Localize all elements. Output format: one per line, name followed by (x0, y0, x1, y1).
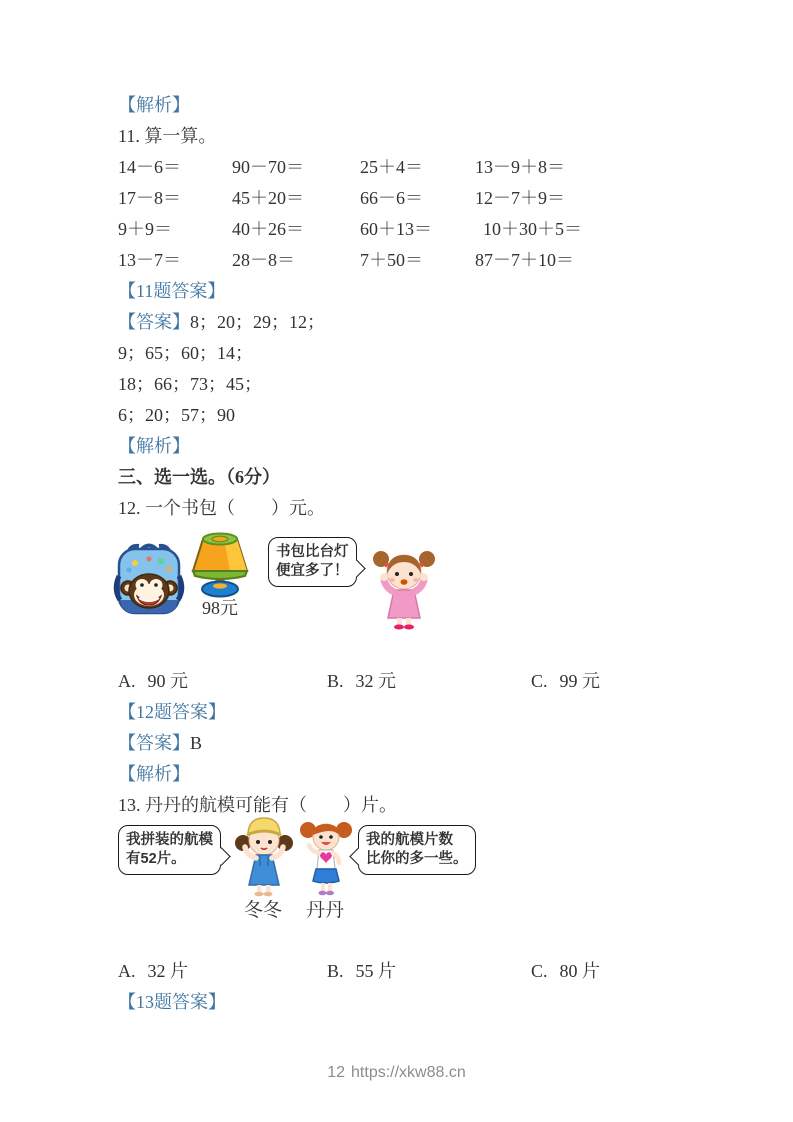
bubble-tail (212, 848, 230, 866)
q12-option-c (531, 670, 690, 692)
q11-answer-line-3: 18；66；73；45； (118, 374, 262, 394)
footer-url: https://xkw88.cn (351, 1064, 466, 1081)
q11-answer-line-2: 9；65；60；14； (118, 343, 253, 363)
girl-pink-dress-illustration (368, 544, 440, 630)
q12-answer-header: 【12题答案】 (118, 702, 226, 722)
q12-speech-bubble (268, 537, 357, 587)
q13-option-c (531, 960, 690, 982)
analysis-marker: 【解析】 (118, 95, 190, 115)
option-letter: A. (118, 671, 136, 691)
equation: 13－9＋8＝ (475, 157, 565, 177)
equation: 66－6＝ (360, 188, 423, 208)
equation: 60＋13＝ (360, 219, 432, 239)
equation: 10＋30＋5＝ (483, 219, 582, 239)
desk-lamp-illustration (188, 530, 252, 598)
equation: 25＋4＝ (360, 157, 423, 177)
kid-name-dandan: 丹丹 (305, 900, 344, 921)
equation: 7＋50＝ (360, 250, 423, 270)
q11-answer-line-1 (118, 311, 690, 333)
option-letter: B. (327, 671, 344, 691)
equation: 40＋26＝ (232, 219, 304, 239)
equation: 28－8＝ (232, 250, 295, 270)
girl-yellow-hat-illustration (233, 813, 295, 897)
option-text: 32 元 (355, 671, 397, 691)
footer-page-number: 12 (327, 1064, 346, 1081)
bubble-tail (347, 560, 365, 578)
girl-orange-pigtails-illustration (299, 817, 353, 897)
q13-option-b (327, 960, 531, 982)
equation: 14－6＝ (118, 157, 181, 177)
equation: 17－8＝ (118, 188, 181, 208)
lamp-price-label: 98元 (202, 598, 238, 618)
q13-answer-header: 【13题答案】 (118, 992, 226, 1012)
q13-right-bubble-line-1: 我的航模片数 (366, 832, 453, 848)
option-text: 80 片 (559, 961, 601, 981)
analysis-marker: 【解析】 (118, 436, 190, 456)
q13-left-bubble-line-1: 我拼装的航模 (126, 832, 213, 848)
option-text: 90 元 (147, 671, 188, 691)
q12-bubble-line-2: 便宜多了！ (276, 563, 349, 580)
kid-name-dongdong: 冬冬 (243, 900, 282, 921)
q12-option-b (327, 670, 531, 692)
q13-right-speech-bubble (358, 825, 476, 875)
option-letter: C. (531, 671, 548, 691)
equation: 87－7＋10＝ (475, 250, 574, 270)
equation: 45＋20＝ (232, 188, 304, 208)
q13-options (118, 960, 690, 982)
q11-answers-1: 8；20；29；12； (190, 312, 325, 332)
q12-answer-line (118, 732, 690, 754)
q11-answer-header: 【11题答案】 (118, 281, 226, 301)
option-text: 99 元 (559, 671, 601, 691)
equation: 13－7＝ (118, 250, 181, 270)
section-3-title: 三、选一选。（6分） (118, 467, 280, 487)
question-13-title: 13. 丹丹的航模可能有（ ）片。 (118, 795, 397, 815)
equation: 9＋9＝ (118, 219, 172, 239)
option-letter: A. (118, 961, 136, 981)
question-12-title: 12. 一个书包（ ）元。 (118, 498, 325, 518)
q12-figure (118, 528, 690, 670)
answer-marker: 【答案】 (118, 733, 190, 753)
backpack-illustration (110, 540, 188, 616)
option-letter: C. (531, 961, 548, 981)
q11-answer-line-4: 6；20；57；90 (118, 405, 235, 425)
page-footer (0, 1064, 793, 1082)
q12-options (118, 670, 690, 692)
q13-right-bubble-line-2: 比你的多一些。 (366, 851, 468, 868)
question-11-title: 11. 算一算。 (118, 126, 217, 146)
q13-option-a (118, 960, 327, 982)
q13-left-bubble-line-2: 有52片。 (126, 851, 186, 868)
q13-figure (118, 825, 690, 960)
q12-option-a (118, 670, 327, 692)
option-letter: B. (327, 961, 344, 981)
q12-bubble-line-1: 书包比台灯 (276, 544, 349, 560)
page-content (118, 94, 690, 1022)
option-text: 32 片 (147, 961, 188, 981)
q13-left-speech-bubble (118, 825, 221, 875)
answer-marker: 【答案】 (118, 312, 190, 332)
q11-equation-grid (118, 156, 690, 280)
option-text: 55 片 (355, 961, 397, 981)
equation: 90－70＝ (232, 157, 304, 177)
analysis-marker: 【解析】 (118, 764, 190, 784)
q12-answer-value: B (190, 733, 203, 753)
equation: 12－7＋9＝ (475, 188, 565, 208)
